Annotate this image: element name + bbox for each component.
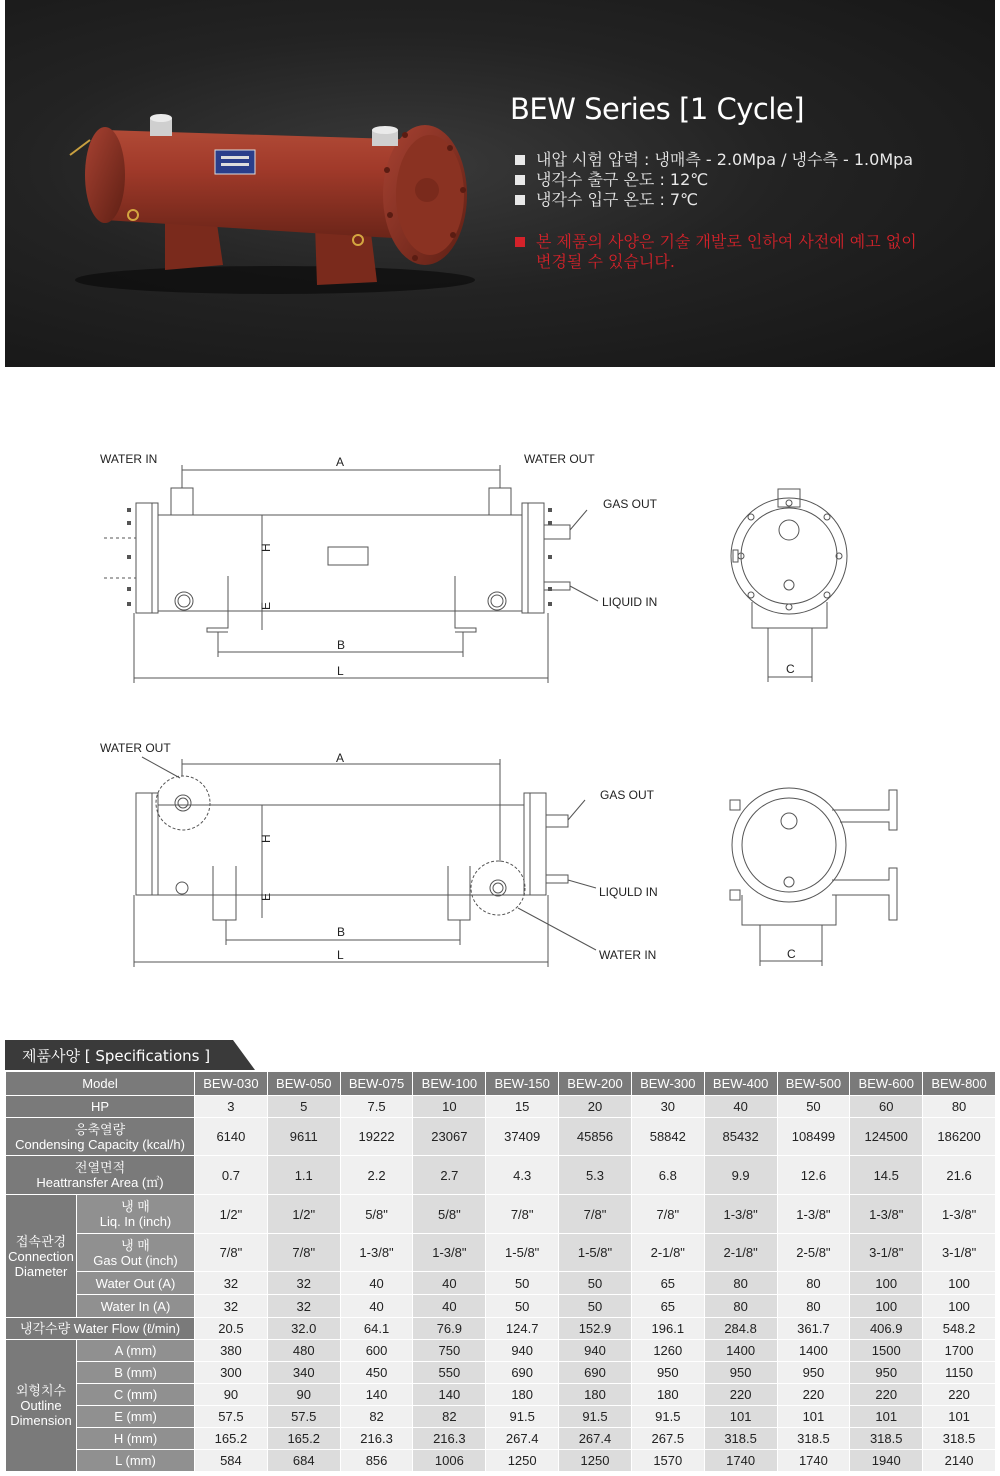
table-cell-condensing-capacity: 37409	[486, 1118, 559, 1156]
hp-header: HP	[6, 1096, 195, 1118]
table-cell-dimension-a: 380	[195, 1340, 268, 1362]
water-flow-header: 냉각수량 Water Flow (ℓ/min)	[6, 1318, 195, 1340]
table-cell-water-out: 80	[704, 1272, 777, 1295]
model-header: Model	[6, 1072, 195, 1096]
table-cell-gas-out: 3-1/8"	[923, 1234, 996, 1272]
table-cell-gas-out: 1-3/8"	[413, 1234, 486, 1272]
table-cell-dimension-a: 1500	[850, 1340, 923, 1362]
table-cell-dimension-c: 180	[631, 1384, 704, 1406]
table-cell-dimension-h: 267.4	[559, 1428, 632, 1450]
table-cell-water-in: 32	[267, 1295, 340, 1318]
drawing1-end-view	[731, 489, 847, 682]
table-cell-dimension-e: 101	[704, 1406, 777, 1428]
table-cell-dimension-h: 165.2	[267, 1428, 340, 1450]
table-cell-dimension-a: 1260	[631, 1340, 704, 1362]
table-cell-dimension-h: 267.4	[486, 1428, 559, 1450]
dim-a-label: A	[336, 751, 345, 765]
table-cell-hp: 30	[631, 1096, 704, 1118]
table-cell-water-flow: 152.9	[559, 1318, 632, 1340]
label-water-out: WATER OUT	[100, 741, 171, 755]
table-cell-liq-in: 1-3/8"	[923, 1195, 996, 1234]
dim-c-label: C	[786, 662, 795, 676]
table-cell-heattransfer-area: 1.1	[267, 1156, 340, 1195]
model-column-header: BEW-150	[486, 1072, 559, 1096]
table-cell-water-in: 100	[923, 1295, 996, 1318]
table-cell-water-out: 100	[923, 1272, 996, 1295]
dim-b-label: B	[337, 638, 346, 652]
table-cell-dimension-a: 480	[267, 1340, 340, 1362]
dim-e-label: E	[259, 892, 273, 901]
table-cell-dimension-e: 91.5	[559, 1406, 632, 1428]
table-cell-gas-out: 2-5/8"	[777, 1234, 850, 1272]
table-cell-hp: 5	[267, 1096, 340, 1118]
table-cell-heattransfer-area: 9.9	[704, 1156, 777, 1195]
table-cell-hp: 60	[850, 1096, 923, 1118]
table-cell-dimension-h: 318.5	[923, 1428, 996, 1450]
table-cell-water-flow: 548.2	[923, 1318, 996, 1340]
table-cell-condensing-capacity: 124500	[850, 1118, 923, 1156]
table-cell-gas-out: 3-1/8"	[850, 1234, 923, 1272]
table-cell-dimension-e: 57.5	[267, 1406, 340, 1428]
dim-c-label: C	[787, 947, 796, 961]
table-cell-dimension-c: 220	[777, 1384, 850, 1406]
table-cell-gas-out: 2-1/8"	[631, 1234, 704, 1272]
table-cell-liq-in: 1/2"	[267, 1195, 340, 1234]
table-cell-dimension-l: 1740	[777, 1450, 850, 1472]
table-cell-dimension-c: 90	[267, 1384, 340, 1406]
table-cell-dimension-b: 340	[267, 1362, 340, 1384]
table-row	[6, 1318, 996, 1340]
label-gas-out: GAS OUT	[600, 788, 655, 802]
table-cell-water-flow: 76.9	[413, 1318, 486, 1340]
table-row	[6, 1072, 996, 1096]
table-cell-gas-out: 1-3/8"	[340, 1234, 413, 1272]
specifications-table	[5, 1071, 996, 1472]
table-cell-condensing-capacity: 186200	[923, 1118, 996, 1156]
model-column-header: BEW-800	[923, 1072, 996, 1096]
table-cell-hp: 7.5	[340, 1096, 413, 1118]
table-cell-water-out: 80	[777, 1272, 850, 1295]
dimension-l-header: L (mm)	[77, 1450, 195, 1472]
model-column-header: BEW-100	[413, 1072, 486, 1096]
table-cell-dimension-c: 180	[486, 1384, 559, 1406]
table-cell-water-out: 50	[559, 1272, 632, 1295]
table-cell-dimension-l: 1006	[413, 1450, 486, 1472]
dim-h-label: H	[259, 834, 273, 843]
model-column-header: BEW-300	[631, 1072, 704, 1096]
condensing-capacity-header: 응축열량 Condensing Capacity (kcal/h)	[6, 1118, 195, 1156]
table-cell-dimension-l: 1740	[704, 1450, 777, 1472]
table-cell-dimension-h: 318.5	[850, 1428, 923, 1450]
table-row	[6, 1450, 996, 1472]
table-cell-hp: 15	[486, 1096, 559, 1118]
table-cell-dimension-l: 2140	[923, 1450, 996, 1472]
table-cell-water-flow: 64.1	[340, 1318, 413, 1340]
table-cell-water-in: 50	[559, 1295, 632, 1318]
table-cell-liq-in: 5/8"	[340, 1195, 413, 1234]
table-cell-water-out: 100	[850, 1272, 923, 1295]
table-row	[6, 1384, 996, 1406]
table-cell-condensing-capacity: 58842	[631, 1118, 704, 1156]
table-cell-dimension-b: 300	[195, 1362, 268, 1384]
table-cell-water-flow: 32.0	[267, 1318, 340, 1340]
label-liquid-in: LIQULD IN	[599, 885, 658, 899]
gas-out-header: 냉 매 Gas Out (inch)	[77, 1234, 195, 1272]
table-row	[6, 1156, 996, 1195]
table-cell-gas-out: 7/8"	[267, 1234, 340, 1272]
table-cell-water-out: 32	[195, 1272, 268, 1295]
table-cell-liq-in: 1-3/8"	[704, 1195, 777, 1234]
table-cell-gas-out: 7/8"	[195, 1234, 268, 1272]
table-cell-water-flow: 284.8	[704, 1318, 777, 1340]
table-row	[6, 1118, 996, 1156]
table-cell-dimension-b: 550	[413, 1362, 486, 1384]
table-row	[6, 1096, 996, 1118]
table-cell-dimension-a: 940	[559, 1340, 632, 1362]
table-cell-water-in: 65	[631, 1295, 704, 1318]
spec-change-notice: 본 제품의 사양은 기술 개발로 인하여 사전에 예고 없이 변경될 수 있습니다.	[515, 232, 917, 272]
table-cell-dimension-b: 450	[340, 1362, 413, 1384]
spec-item: 냉각수 입구 온도 : 7℃	[515, 190, 913, 210]
table-cell-dimension-h: 318.5	[777, 1428, 850, 1450]
spec-item: 내압 시험 압력 : 냉매측 - 2.0Mpa / 냉수측 - 1.0Mpa	[515, 150, 913, 170]
table-cell-dimension-l: 1250	[486, 1450, 559, 1472]
table-cell-dimension-c: 220	[923, 1384, 996, 1406]
table-cell-dimension-a: 1700	[923, 1340, 996, 1362]
table-cell-gas-out: 2-1/8"	[704, 1234, 777, 1272]
water-out-header: Water Out (A)	[77, 1272, 195, 1295]
table-cell-condensing-capacity: 19222	[340, 1118, 413, 1156]
table-cell-water-in: 40	[413, 1295, 486, 1318]
dim-a-label: A	[336, 455, 345, 469]
table-cell-liq-in: 7/8"	[486, 1195, 559, 1234]
table-cell-dimension-a: 1400	[704, 1340, 777, 1362]
table-cell-liq-in: 1-3/8"	[850, 1195, 923, 1234]
table-cell-heattransfer-area: 14.5	[850, 1156, 923, 1195]
label-gas-out: GAS OUT	[603, 497, 658, 511]
table-cell-water-in: 80	[777, 1295, 850, 1318]
table-cell-dimension-h: 267.5	[631, 1428, 704, 1450]
table-cell-heattransfer-area: 2.7	[413, 1156, 486, 1195]
model-column-header: BEW-200	[559, 1072, 632, 1096]
table-cell-hp: 50	[777, 1096, 850, 1118]
table-cell-condensing-capacity: 9611	[267, 1118, 340, 1156]
table-cell-dimension-e: 91.5	[631, 1406, 704, 1428]
table-cell-condensing-capacity: 23067	[413, 1118, 486, 1156]
table-cell-dimension-b: 1150	[923, 1362, 996, 1384]
table-cell-dimension-e: 82	[340, 1406, 413, 1428]
model-column-header: BEW-400	[704, 1072, 777, 1096]
table-cell-dimension-b: 690	[559, 1362, 632, 1384]
table-cell-hp: 3	[195, 1096, 268, 1118]
water-in-header: Water In (A)	[77, 1295, 195, 1318]
table-cell-dimension-a: 1400	[777, 1340, 850, 1362]
table-cell-water-out: 40	[340, 1272, 413, 1295]
table-cell-dimension-l: 1940	[850, 1450, 923, 1472]
table-cell-liq-in: 7/8"	[631, 1195, 704, 1234]
model-column-header: BEW-030	[195, 1072, 268, 1096]
table-cell-condensing-capacity: 45856	[559, 1118, 632, 1156]
table-row	[6, 1428, 996, 1450]
dimension-b-header: B (mm)	[77, 1362, 195, 1384]
table-cell-water-out: 65	[631, 1272, 704, 1295]
table-cell-dimension-b: 950	[704, 1362, 777, 1384]
table-row	[6, 1234, 996, 1272]
table-cell-dimension-e: 57.5	[195, 1406, 268, 1428]
table-row	[6, 1295, 996, 1318]
table-cell-dimension-h: 216.3	[413, 1428, 486, 1450]
table-cell-dimension-c: 220	[850, 1384, 923, 1406]
table-cell-water-flow: 20.5	[195, 1318, 268, 1340]
table-cell-gas-out: 1-5/8"	[486, 1234, 559, 1272]
table-cell-condensing-capacity: 85432	[704, 1118, 777, 1156]
table-cell-water-flow: 124.7	[486, 1318, 559, 1340]
table-cell-dimension-c: 180	[559, 1384, 632, 1406]
table-cell-dimension-b: 950	[850, 1362, 923, 1384]
table-cell-gas-out: 1-5/8"	[559, 1234, 632, 1272]
table-cell-heattransfer-area: 5.3	[559, 1156, 632, 1195]
heattransfer-area-header: 전열면적 Heattransfer Area (㎡)	[6, 1156, 195, 1195]
drawing2-end-view	[730, 788, 897, 966]
table-cell-dimension-a: 600	[340, 1340, 413, 1362]
table-cell-heattransfer-area: 21.6	[923, 1156, 996, 1195]
table-cell-dimension-b: 950	[631, 1362, 704, 1384]
model-column-header: BEW-500	[777, 1072, 850, 1096]
label-water-in: WATER IN	[100, 452, 158, 466]
table-row	[6, 1195, 996, 1234]
table-cell-dimension-b: 690	[486, 1362, 559, 1384]
page-title: BEW Series [1 Cycle]	[510, 92, 805, 126]
table-cell-dimension-a: 750	[413, 1340, 486, 1362]
table-cell-water-in: 40	[340, 1295, 413, 1318]
table-cell-water-out: 32	[267, 1272, 340, 1295]
spec-item: 냉각수 출구 온도 : 12℃	[515, 170, 913, 190]
table-cell-hp: 20	[559, 1096, 632, 1118]
table-cell-heattransfer-area: 12.6	[777, 1156, 850, 1195]
table-cell-liq-in: 1/2"	[195, 1195, 268, 1234]
table-cell-dimension-c: 140	[340, 1384, 413, 1406]
table-cell-heattransfer-area: 4.3	[486, 1156, 559, 1195]
table-row	[6, 1340, 996, 1362]
table-cell-dimension-h: 318.5	[704, 1428, 777, 1450]
table-cell-heattransfer-area: 6.8	[631, 1156, 704, 1195]
table-row	[6, 1272, 996, 1295]
label-water-in: WATER IN	[599, 948, 657, 962]
table-cell-hp: 10	[413, 1096, 486, 1118]
table-cell-dimension-a: 940	[486, 1340, 559, 1362]
table-cell-liq-in: 5/8"	[413, 1195, 486, 1234]
table-cell-water-flow: 406.9	[850, 1318, 923, 1340]
table-cell-dimension-l: 684	[267, 1450, 340, 1472]
dimension-a-header: A (mm)	[77, 1340, 195, 1362]
table-cell-heattransfer-area: 2.2	[340, 1156, 413, 1195]
model-column-header: BEW-600	[850, 1072, 923, 1096]
model-column-header: BEW-075	[340, 1072, 413, 1096]
dim-l-label: L	[337, 948, 344, 962]
dim-l-label: L	[337, 664, 344, 678]
dimension-c-header: C (mm)	[77, 1384, 195, 1406]
table-cell-dimension-h: 165.2	[195, 1428, 268, 1450]
table-cell-dimension-h: 216.3	[340, 1428, 413, 1450]
table-cell-dimension-c: 220	[704, 1384, 777, 1406]
model-column-header: BEW-050	[267, 1072, 340, 1096]
table-cell-water-in: 50	[486, 1295, 559, 1318]
table-cell-water-out: 40	[413, 1272, 486, 1295]
outline-dimension-header: 외형치수 Outline Dimension	[6, 1340, 77, 1472]
specs-section-title: 제품사양 [ Specifications ]	[22, 1047, 211, 1065]
table-cell-dimension-e: 101	[923, 1406, 996, 1428]
table-cell-dimension-c: 140	[413, 1384, 486, 1406]
table-cell-liq-in: 1-3/8"	[777, 1195, 850, 1234]
table-cell-water-in: 100	[850, 1295, 923, 1318]
liq-in-header: 냉 매 Liq. In (inch)	[77, 1195, 195, 1234]
table-cell-dimension-e: 101	[777, 1406, 850, 1428]
dimension-h-header: H (mm)	[77, 1428, 195, 1450]
label-water-out: WATER OUT	[524, 452, 595, 466]
table-cell-water-out: 50	[486, 1272, 559, 1295]
dimension-e-header: E (mm)	[77, 1406, 195, 1428]
table-cell-dimension-l: 1250	[559, 1450, 632, 1472]
table-cell-water-flow: 361.7	[777, 1318, 850, 1340]
table-cell-dimension-e: 82	[413, 1406, 486, 1428]
table-cell-condensing-capacity: 108499	[777, 1118, 850, 1156]
table-cell-dimension-c: 90	[195, 1384, 268, 1406]
table-cell-water-in: 80	[704, 1295, 777, 1318]
dim-h-label: H	[259, 543, 273, 552]
table-cell-liq-in: 7/8"	[559, 1195, 632, 1234]
table-row	[6, 1406, 996, 1428]
drawing2-side-view	[134, 757, 596, 967]
connection-diameter-header: 접속관경 Connection Diameter	[6, 1195, 77, 1318]
table-cell-dimension-e: 101	[850, 1406, 923, 1428]
dim-b-label: B	[337, 925, 346, 939]
table-cell-dimension-l: 584	[195, 1450, 268, 1472]
dim-e-label: E	[259, 601, 273, 610]
table-row	[6, 1362, 996, 1384]
table-cell-water-in: 32	[195, 1295, 268, 1318]
table-cell-dimension-l: 1570	[631, 1450, 704, 1472]
table-cell-hp: 40	[704, 1096, 777, 1118]
table-cell-condensing-capacity: 6140	[195, 1118, 268, 1156]
table-cell-heattransfer-area: 0.7	[195, 1156, 268, 1195]
drawing1-side-view	[104, 465, 598, 683]
table-cell-water-flow: 196.1	[631, 1318, 704, 1340]
table-cell-dimension-l: 856	[340, 1450, 413, 1472]
table-cell-dimension-e: 91.5	[486, 1406, 559, 1428]
table-cell-hp: 80	[923, 1096, 996, 1118]
table-cell-dimension-b: 950	[777, 1362, 850, 1384]
label-liquid-in: LIQUID IN	[602, 595, 658, 609]
